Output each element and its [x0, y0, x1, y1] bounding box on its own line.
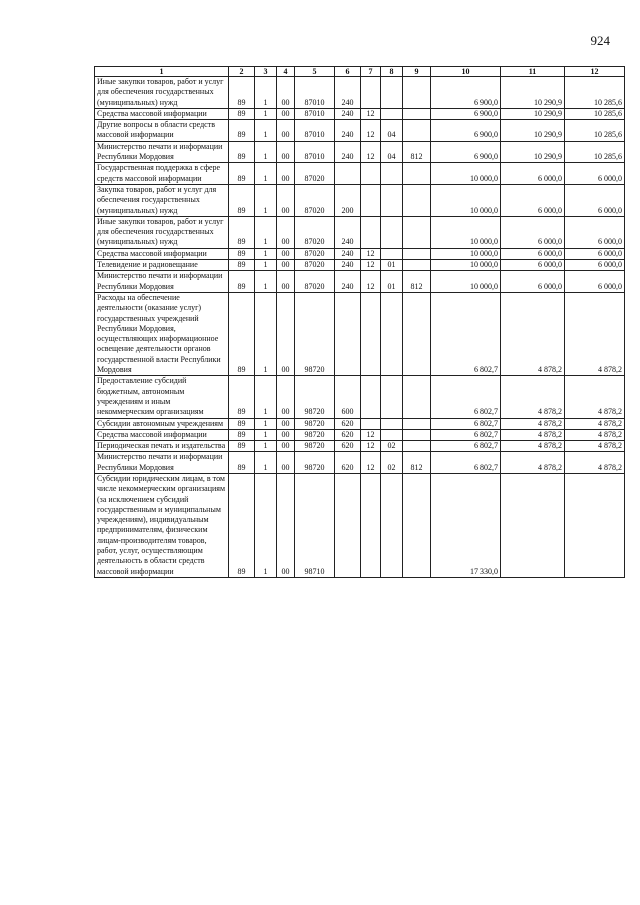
- code-cell: 89: [229, 163, 255, 185]
- target-cell: 87020: [295, 216, 335, 248]
- col-header: 1: [95, 67, 229, 77]
- row-name-cell: Периодическая печать и издательства: [95, 441, 229, 452]
- amount-cell: 4 878,2: [501, 441, 565, 452]
- ministry-cell: [403, 216, 431, 248]
- amount-cell: 10 000,0: [431, 216, 501, 248]
- row-name-cell: Субсидии автономным учреждениям: [95, 418, 229, 429]
- expense-type-cell: 240: [335, 120, 361, 142]
- amount-cell: 6 000,0: [501, 260, 565, 271]
- target-cell: 98720: [295, 452, 335, 474]
- table-row: [95, 418, 625, 429]
- amount-cell: 17 330,0: [431, 473, 501, 577]
- amount-cell: 6 802,7: [431, 429, 501, 440]
- amount-cell: 4 878,2: [501, 452, 565, 474]
- program-cell: 00: [277, 163, 295, 185]
- table-row: [95, 141, 625, 163]
- chapter-cell: [361, 216, 381, 248]
- amount-cell: 10 285,6: [565, 141, 625, 163]
- chapter-cell: [361, 418, 381, 429]
- table-row: [95, 260, 625, 271]
- subsection-cell: [381, 108, 403, 119]
- expense-type-cell: [335, 473, 361, 577]
- table-body: [95, 77, 625, 578]
- amount-cell: 10 285,6: [565, 120, 625, 142]
- target-cell: 87020: [295, 271, 335, 293]
- amount-cell: 6 802,7: [431, 292, 501, 375]
- amount-cell: 6 900,0: [431, 77, 501, 109]
- ministry-cell: [403, 418, 431, 429]
- subsection-cell: [381, 248, 403, 259]
- expense-type-cell: 240: [335, 141, 361, 163]
- amount-cell: 6 000,0: [501, 184, 565, 216]
- amount-cell: 10 000,0: [431, 163, 501, 185]
- program-cell: 00: [277, 418, 295, 429]
- ministry-cell: [403, 108, 431, 119]
- expense-type-cell: 620: [335, 418, 361, 429]
- ministry-cell: [403, 260, 431, 271]
- program-cell: 00: [277, 441, 295, 452]
- chapter-cell: 12: [361, 452, 381, 474]
- amount-cell: 10 285,6: [565, 108, 625, 119]
- budget-table: [94, 66, 625, 578]
- ministry-cell: [403, 248, 431, 259]
- subsection-cell: [381, 77, 403, 109]
- ministry-cell: [403, 120, 431, 142]
- code-cell: 89: [229, 376, 255, 418]
- page-number: 924: [590, 33, 610, 48]
- chapter-cell: 12: [361, 108, 381, 119]
- table-row: [95, 216, 625, 248]
- code-cell: 89: [229, 184, 255, 216]
- col-header: 3: [255, 67, 277, 77]
- code-cell: 89: [229, 260, 255, 271]
- amount-cell: 10 290,9: [501, 120, 565, 142]
- section-cell: 1: [255, 120, 277, 142]
- subsection-cell: [381, 163, 403, 185]
- amount-cell: 10 285,6: [565, 77, 625, 109]
- expense-type-cell: 620: [335, 452, 361, 474]
- row-name-cell: Министерство печати и информации Республики Мордовия: [95, 271, 229, 293]
- expense-type-cell: [335, 163, 361, 185]
- code-cell: 89: [229, 120, 255, 142]
- chapter-cell: [361, 163, 381, 185]
- amount-cell: [501, 473, 565, 577]
- table-row: [95, 473, 625, 577]
- program-cell: 00: [277, 271, 295, 293]
- subsection-cell: [381, 376, 403, 418]
- subsection-cell: 02: [381, 441, 403, 452]
- table-row: [95, 271, 625, 293]
- section-cell: 1: [255, 77, 277, 109]
- row-name-cell: Субсидии юридическим лицам, в том числе некоммерческим организациям (за исключением субсидий государственным и муниципальным учреждениям), индивидуальным предпринимателям, физическим лицам-производителям товаров, работ, услуг, осуществляющим деятельность в области средств массовой информации: [95, 473, 229, 577]
- row-name-cell: Государственная поддержка в сфере средств массовой информации: [95, 163, 229, 185]
- ministry-cell: 812: [403, 271, 431, 293]
- row-name-cell: Средства массовой информации: [95, 248, 229, 259]
- program-cell: 00: [277, 108, 295, 119]
- col-header: 6: [335, 67, 361, 77]
- program-cell: 00: [277, 216, 295, 248]
- amount-cell: 6 900,0: [431, 120, 501, 142]
- program-cell: 00: [277, 77, 295, 109]
- amount-cell: 6 802,7: [431, 441, 501, 452]
- section-cell: 1: [255, 271, 277, 293]
- amount-cell: 10 000,0: [431, 260, 501, 271]
- col-header: 10: [431, 67, 501, 77]
- amount-cell: 6 000,0: [501, 248, 565, 259]
- section-cell: 1: [255, 292, 277, 375]
- amount-cell: 10 000,0: [431, 248, 501, 259]
- expense-type-cell: 240: [335, 271, 361, 293]
- amount-cell: 6 802,7: [431, 418, 501, 429]
- subsection-cell: [381, 216, 403, 248]
- subsection-cell: 02: [381, 452, 403, 474]
- section-cell: 1: [255, 248, 277, 259]
- target-cell: 87020: [295, 260, 335, 271]
- target-cell: 87020: [295, 248, 335, 259]
- expense-type-cell: 240: [335, 108, 361, 119]
- code-cell: 89: [229, 216, 255, 248]
- subsection-cell: 01: [381, 260, 403, 271]
- amount-cell: 4 878,2: [565, 376, 625, 418]
- section-cell: 1: [255, 163, 277, 185]
- program-cell: 00: [277, 376, 295, 418]
- code-cell: 89: [229, 418, 255, 429]
- ministry-cell: [403, 429, 431, 440]
- program-cell: 00: [277, 141, 295, 163]
- ministry-cell: [403, 184, 431, 216]
- col-header: 4: [277, 67, 295, 77]
- col-header: 9: [403, 67, 431, 77]
- row-name-cell: Закупка товаров, работ и услуг для обеспечения государственных (муниципальных) нужд: [95, 184, 229, 216]
- chapter-cell: [361, 376, 381, 418]
- amount-cell: 6 802,7: [431, 376, 501, 418]
- code-cell: 89: [229, 248, 255, 259]
- amount-cell: 6 000,0: [501, 163, 565, 185]
- table-row: [95, 452, 625, 474]
- col-header: 2: [229, 67, 255, 77]
- program-cell: 00: [277, 120, 295, 142]
- chapter-cell: [361, 292, 381, 375]
- table-row: [95, 429, 625, 440]
- section-cell: 1: [255, 108, 277, 119]
- amount-cell: 6 000,0: [565, 271, 625, 293]
- chapter-cell: 12: [361, 441, 381, 452]
- section-cell: 1: [255, 441, 277, 452]
- amount-cell: 6 000,0: [565, 163, 625, 185]
- row-name-cell: Другие вопросы в области средств массовой информации: [95, 120, 229, 142]
- target-cell: 98710: [295, 473, 335, 577]
- row-name-cell: Телевидение и радиовещание: [95, 260, 229, 271]
- section-cell: 1: [255, 429, 277, 440]
- table-row: [95, 184, 625, 216]
- amount-cell: 6 000,0: [565, 184, 625, 216]
- target-cell: 87010: [295, 108, 335, 119]
- section-cell: 1: [255, 184, 277, 216]
- program-cell: 00: [277, 248, 295, 259]
- table-row: [95, 163, 625, 185]
- row-name-cell: Иные закупки товаров, работ и услуг для обеспечения государственных (муниципальных) нужд: [95, 77, 229, 109]
- amount-cell: 6 000,0: [565, 260, 625, 271]
- col-header: 12: [565, 67, 625, 77]
- table-row: [95, 120, 625, 142]
- subsection-cell: [381, 292, 403, 375]
- amount-cell: 4 878,2: [565, 452, 625, 474]
- amount-cell: [565, 473, 625, 577]
- target-cell: 98720: [295, 429, 335, 440]
- expense-type-cell: 240: [335, 77, 361, 109]
- ministry-cell: [403, 376, 431, 418]
- amount-cell: 6 000,0: [565, 216, 625, 248]
- amount-cell: 4 878,2: [501, 418, 565, 429]
- expense-type-cell: [335, 292, 361, 375]
- amount-cell: 10 000,0: [431, 271, 501, 293]
- target-cell: 98720: [295, 292, 335, 375]
- target-cell: 98720: [295, 441, 335, 452]
- section-cell: 1: [255, 473, 277, 577]
- ministry-cell: [403, 163, 431, 185]
- code-cell: 89: [229, 141, 255, 163]
- col-header: 11: [501, 67, 565, 77]
- col-header: 5: [295, 67, 335, 77]
- code-cell: 89: [229, 271, 255, 293]
- ministry-cell: [403, 441, 431, 452]
- amount-cell: 4 878,2: [501, 429, 565, 440]
- row-name-cell: Расходы на обеспечение деятельности (оказание услуг) государственных учреждений Республики Мордовия, осуществляющих информационное освещение деятельности органов государственной власти Республики Мордовия: [95, 292, 229, 375]
- subsection-cell: [381, 429, 403, 440]
- header-row: [95, 67, 625, 77]
- program-cell: 00: [277, 260, 295, 271]
- section-cell: 1: [255, 216, 277, 248]
- expense-type-cell: 620: [335, 441, 361, 452]
- ministry-cell: 812: [403, 452, 431, 474]
- code-cell: 89: [229, 108, 255, 119]
- subsection-cell: [381, 418, 403, 429]
- row-name-cell: Иные закупки товаров, работ и услуг для обеспечения государственных (муниципальных) нужд: [95, 216, 229, 248]
- amount-cell: 4 878,2: [565, 441, 625, 452]
- row-name-cell: Средства массовой информации: [95, 429, 229, 440]
- code-cell: 89: [229, 429, 255, 440]
- subsection-cell: 04: [381, 141, 403, 163]
- table-row: [95, 108, 625, 119]
- program-cell: 00: [277, 429, 295, 440]
- row-name-cell: Министерство печати и информации Республики Мордовия: [95, 141, 229, 163]
- target-cell: 87020: [295, 184, 335, 216]
- table-row: [95, 376, 625, 418]
- amount-cell: 6 802,7: [431, 452, 501, 474]
- table-row: [95, 248, 625, 259]
- row-name-cell: Средства массовой информации: [95, 108, 229, 119]
- amount-cell: 6 900,0: [431, 108, 501, 119]
- chapter-cell: 12: [361, 141, 381, 163]
- subsection-cell: 04: [381, 120, 403, 142]
- chapter-cell: [361, 184, 381, 216]
- amount-cell: 4 878,2: [565, 429, 625, 440]
- subsection-cell: 01: [381, 271, 403, 293]
- subsection-cell: [381, 473, 403, 577]
- amount-cell: 6 000,0: [501, 216, 565, 248]
- chapter-cell: [361, 473, 381, 577]
- chapter-cell: 12: [361, 271, 381, 293]
- chapter-cell: 12: [361, 248, 381, 259]
- col-header: 8: [381, 67, 403, 77]
- amount-cell: 4 878,2: [501, 292, 565, 375]
- amount-cell: 10 290,9: [501, 141, 565, 163]
- target-cell: 87010: [295, 77, 335, 109]
- program-cell: 00: [277, 452, 295, 474]
- section-cell: 1: [255, 452, 277, 474]
- amount-cell: 6 000,0: [565, 248, 625, 259]
- amount-cell: 4 878,2: [565, 292, 625, 375]
- expense-type-cell: 240: [335, 248, 361, 259]
- col-header: 7: [361, 67, 381, 77]
- table-row: [95, 441, 625, 452]
- ministry-cell: [403, 473, 431, 577]
- amount-cell: 10 000,0: [431, 184, 501, 216]
- program-cell: 00: [277, 473, 295, 577]
- row-name-cell: Министерство печати и информации Республики Мордовия: [95, 452, 229, 474]
- section-cell: 1: [255, 141, 277, 163]
- expense-type-cell: 600: [335, 376, 361, 418]
- expense-type-cell: 200: [335, 184, 361, 216]
- ministry-cell: [403, 292, 431, 375]
- code-cell: 89: [229, 77, 255, 109]
- ministry-cell: 812: [403, 141, 431, 163]
- row-name-cell: Предоставление субсидий бюджетным, автономным учреждениям и иным некоммерческим организациям: [95, 376, 229, 418]
- section-cell: 1: [255, 376, 277, 418]
- target-cell: 87010: [295, 141, 335, 163]
- amount-cell: 4 878,2: [501, 376, 565, 418]
- expense-type-cell: 240: [335, 260, 361, 271]
- chapter-cell: 12: [361, 120, 381, 142]
- chapter-cell: [361, 77, 381, 109]
- amount-cell: 6 900,0: [431, 141, 501, 163]
- amount-cell: 10 290,9: [501, 108, 565, 119]
- code-cell: 89: [229, 452, 255, 474]
- code-cell: 89: [229, 441, 255, 452]
- section-cell: 1: [255, 418, 277, 429]
- amount-cell: 6 000,0: [501, 271, 565, 293]
- table-row: [95, 292, 625, 375]
- target-cell: 87020: [295, 163, 335, 185]
- table-row: [95, 77, 625, 109]
- chapter-cell: 12: [361, 429, 381, 440]
- subsection-cell: [381, 184, 403, 216]
- target-cell: 98720: [295, 376, 335, 418]
- program-cell: 00: [277, 184, 295, 216]
- code-cell: 89: [229, 292, 255, 375]
- expense-type-cell: 620: [335, 429, 361, 440]
- amount-cell: 10 290,9: [501, 77, 565, 109]
- expense-type-cell: 240: [335, 216, 361, 248]
- amount-cell: 4 878,2: [565, 418, 625, 429]
- section-cell: 1: [255, 260, 277, 271]
- target-cell: 98720: [295, 418, 335, 429]
- program-cell: 00: [277, 292, 295, 375]
- code-cell: 89: [229, 473, 255, 577]
- target-cell: 87010: [295, 120, 335, 142]
- ministry-cell: [403, 77, 431, 109]
- chapter-cell: 12: [361, 260, 381, 271]
